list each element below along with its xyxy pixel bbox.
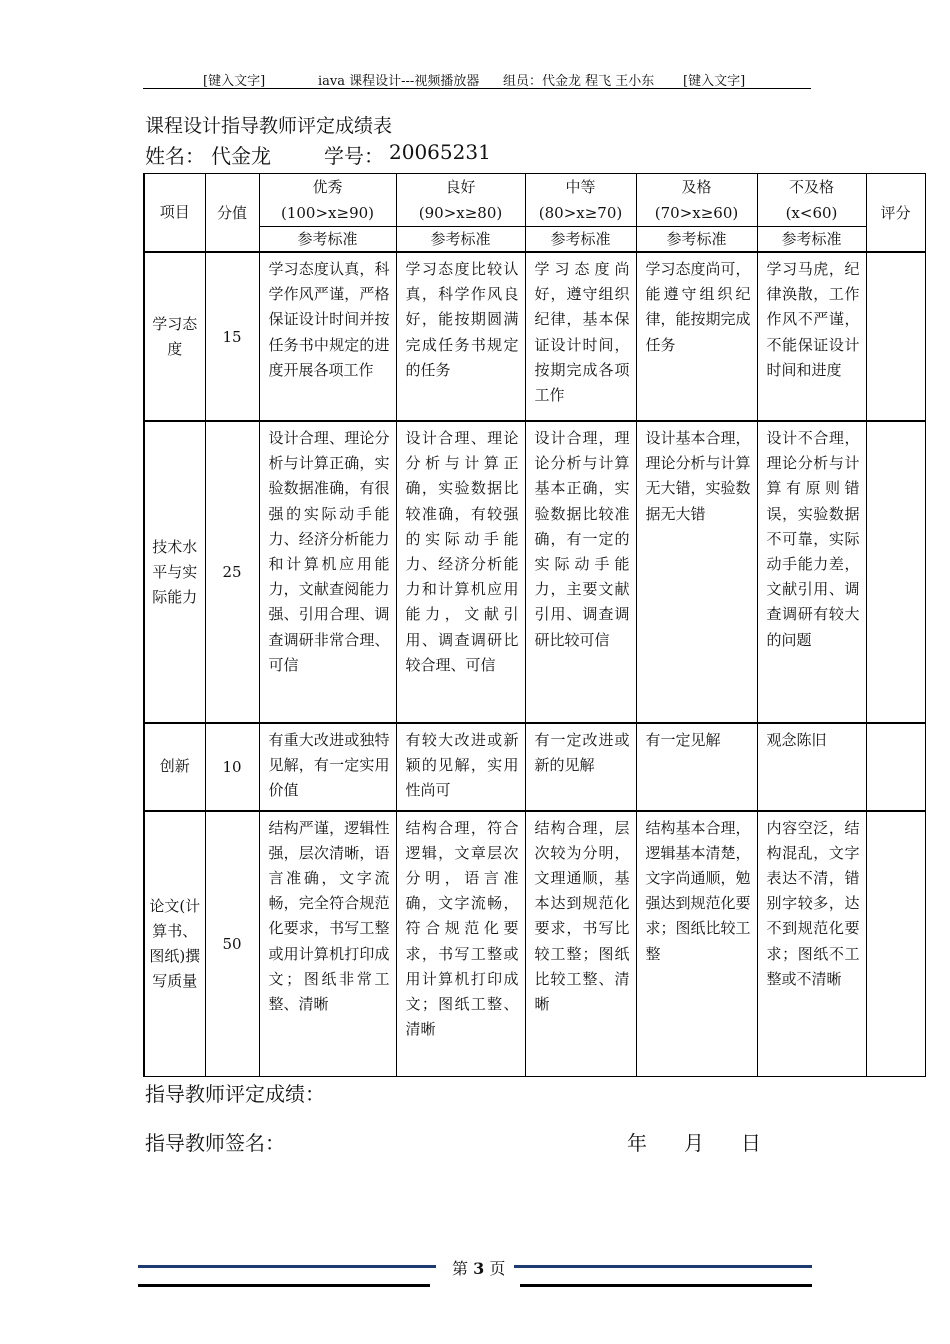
- name-label: 姓名：: [145, 144, 205, 168]
- table-row: [144, 252, 925, 421]
- row-score: 25: [205, 421, 259, 723]
- page-number-value: 3: [473, 1259, 485, 1278]
- header-item: 项目: [144, 174, 205, 253]
- criteria-cell: 结构严谨，逻辑性强，层次清晰，语言准确，文字流畅，完全符合规范化要求，书写工整或用计算机打印成文；图纸非常工整、清晰: [259, 811, 396, 1077]
- row-score: 10: [205, 723, 259, 811]
- teacher-signature-label: 指导教师签名：: [145, 1131, 285, 1155]
- reference-standard: 参考标准: [396, 227, 525, 253]
- row-item: 学习态度: [144, 252, 205, 421]
- grade-range: (100>x≥90): [280, 204, 375, 222]
- reference-standard: 参考标准: [259, 227, 396, 253]
- criteria-cell: 学习马虎，纪律涣散，工作作风不严谨，不能保证设计时间和进度: [757, 252, 866, 421]
- grading-table: [143, 173, 926, 1077]
- grade-excellent-header: [259, 174, 396, 227]
- grade-pass-header: [636, 174, 757, 227]
- criteria-cell: 学习态度尚可，能遵守组织纪律，能按期完成任务: [636, 252, 757, 421]
- row-item: 技术水平与实际能力: [144, 421, 205, 723]
- criteria-cell: 学习态度尚好，遵守组织纪律，基本保证设计时间，按期完成各项工作: [525, 252, 636, 421]
- page-number: [452, 1256, 505, 1279]
- table-row: [144, 421, 925, 723]
- footer-rule-right-lower: [520, 1284, 812, 1287]
- criteria-cell: 设计基本合理，理论分析与计算无大错，实验数据无大错: [636, 421, 757, 723]
- table-row: [144, 723, 925, 811]
- grade-name: 良好: [445, 178, 476, 196]
- criteria-cell: 结构基本合理，逻辑基本清楚，文字尚通顺，勉强达到规范化要求；图纸比较工整: [636, 811, 757, 1077]
- grade-name: 中等: [565, 178, 596, 196]
- criteria-cell: 设计不合理，理论分析与计算有原则错误，实验数据不可靠，实际动手能力差，文献引用、调查调研有较大的问题: [757, 421, 866, 723]
- student-id: 20065231: [389, 140, 491, 164]
- footer-rule-left: [138, 1265, 436, 1268]
- reference-standard: 参考标准: [525, 227, 636, 253]
- grade-name: 及格: [681, 178, 712, 196]
- criteria-cell: 观念陈旧: [757, 723, 866, 811]
- row-score: 50: [205, 811, 259, 1077]
- document-title: 课程设计指导教师评定成绩表: [145, 115, 393, 137]
- evaluation-cell[interactable]: [866, 421, 925, 723]
- grade-name: 不及格: [788, 178, 834, 196]
- grade-range: (80>x≥70): [538, 204, 623, 222]
- grade-fail-header: [757, 174, 866, 227]
- criteria-cell: 有重大改进或独特见解，有一定实用价值: [259, 723, 396, 811]
- criteria-cell: 设计合理，理论分析与计算基本正确，实验数据比较准确，有一定的实际动手能力，主要文献引用、调查调研比较可信: [525, 421, 636, 723]
- date-year: 年: [627, 1131, 647, 1155]
- header-members: 组员：代金龙 程飞 王小东: [503, 74, 655, 89]
- date-month: 月: [684, 1131, 704, 1155]
- page-suffix: 页: [489, 1259, 506, 1278]
- student-name: 代金龙: [211, 144, 271, 168]
- reference-standard: 参考标准: [636, 227, 757, 253]
- row-score: 15: [205, 252, 259, 421]
- reference-standard: 参考标准: [757, 227, 866, 253]
- criteria-cell: 内容空泛，结构混乱，文字表达不清，错别字较多，达不到规范化要求；图纸不工整或不清晰: [757, 811, 866, 1077]
- page-header: [143, 68, 811, 89]
- grade-range: (x<60): [785, 204, 838, 222]
- student-id-label: 学号：: [324, 144, 384, 168]
- criteria-cell: 学习态度比较认真，科学作风良好，能按期圆满完成任务书规定的任务: [396, 252, 525, 421]
- grade-range: (90>x≥80): [418, 204, 503, 222]
- footer-rule-right: [514, 1265, 812, 1268]
- grade-name: 优秀: [312, 178, 343, 196]
- date-day: 日: [741, 1131, 761, 1155]
- criteria-cell: 设计合理、理论分析与计算正确，实验数据准确，有很强的实际动手能力、经济分析能力和计算机应用能力，文献查阅能力强、引用合理、调查调研非常合理、可信: [259, 421, 396, 723]
- row-item: 创新: [144, 723, 205, 811]
- criteria-cell: 学习态度认真，科学作风严谨，严格保证设计时间并按任务书中规定的进度开展各项工作: [259, 252, 396, 421]
- criteria-cell: 有较大改进或新颖的见解，实用性尚可: [396, 723, 525, 811]
- row-item: 论文(计算书、图纸)撰写质量: [144, 811, 205, 1077]
- header-score: 分值: [205, 174, 259, 253]
- page-prefix: 第: [452, 1259, 469, 1278]
- evaluation-cell[interactable]: [866, 723, 925, 811]
- grade-good-header: [396, 174, 525, 227]
- grade-medium-header: [525, 174, 636, 227]
- criteria-cell: 结构合理，层次较为分明，文理通顺，基本达到规范化要求，书写比较工整；图纸比较工整、清晰: [525, 811, 636, 1077]
- grade-range: (70>x≥60): [654, 204, 739, 222]
- evaluation-cell[interactable]: [866, 811, 925, 1077]
- header-evaluation: 评分: [866, 174, 925, 253]
- teacher-grade-label: 指导教师评定成绩：: [145, 1082, 325, 1106]
- criteria-cell: 结构合理，符合逻辑，文章层次分明，语言准确，文字流畅，符合规范化要求，书写工整或用计算机打印成文；图纸工整、清晰: [396, 811, 525, 1077]
- header-placeholder-left: [键入文字]: [203, 74, 266, 89]
- evaluation-cell[interactable]: [866, 252, 925, 421]
- table-row: [144, 811, 925, 1077]
- header-course-title: iava 课程设计---视频播放器: [318, 74, 480, 89]
- header-placeholder-right: [键入文字]: [683, 74, 746, 89]
- criteria-cell: 设计合理、理论分析与计算正确，实验数据比较准确，有较强的实际动手能力、经济分析能力和计算机应用能力，文献引用、调查调研比较合理、可信: [396, 421, 525, 723]
- footer-rule-left-lower: [138, 1284, 430, 1287]
- criteria-cell: 有一定见解: [636, 723, 757, 811]
- criteria-cell: 有一定改进或新的见解: [525, 723, 636, 811]
